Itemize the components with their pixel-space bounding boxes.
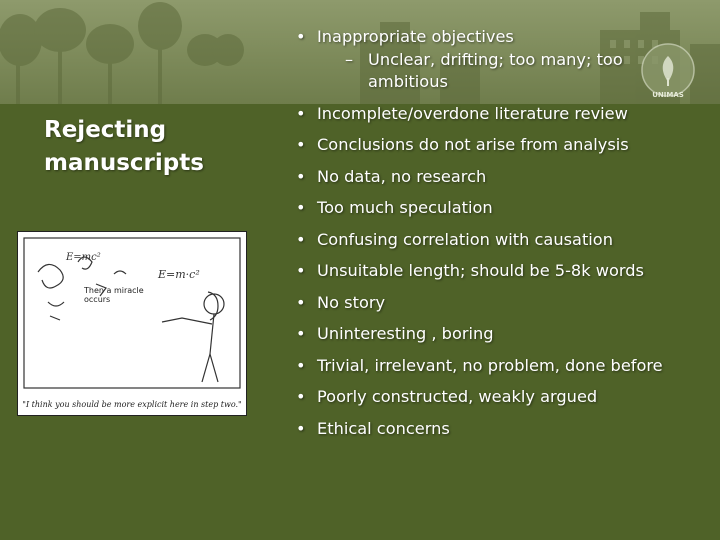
cartoon-drawing (18, 232, 246, 397)
slide-title: Rejecting manuscripts (44, 117, 204, 176)
bullet-item (296, 103, 706, 125)
bullet-marker: • (296, 135, 306, 154)
bullet-marker: • (296, 418, 306, 438)
bullet-text: No data, no research (317, 166, 487, 186)
bullet-text: No story (317, 292, 386, 312)
bullet-marker: • (296, 27, 306, 46)
miracle-annotation: Then a miracle occurs (84, 286, 144, 304)
bullet-text: Conclusions do not arise from analysis (317, 135, 629, 154)
bullet-text: Confusing correlation with causation (317, 229, 613, 249)
bullet-text: Too much speculation (317, 198, 493, 217)
bullet-marker: • (296, 261, 306, 280)
bullet-item (296, 323, 706, 345)
bullet-marker: • (296, 166, 306, 186)
bullet-text: Incomplete/overdone literature review (317, 103, 628, 123)
cartoon-caption: "I think you should be more explicit here in step two." (22, 400, 242, 409)
bullet-text: Trivial, irrelevant, no problem, done before (317, 355, 663, 375)
svg-text:UNIMAS: UNIMAS (652, 91, 684, 99)
bullet-item (296, 229, 706, 251)
bullet-item (296, 355, 706, 377)
bullet-item (296, 197, 706, 219)
sub-bullet-item (317, 49, 706, 93)
sub-bullet-text: Unclear, drifting; too many; too ambitious (368, 50, 623, 91)
bullet-text: Poorly constructed, weakly argued (317, 387, 598, 406)
bullet-item (296, 26, 706, 93)
bullet-marker: • (296, 324, 306, 343)
bullet-item (296, 166, 706, 188)
bullet-text: Ethical concerns (317, 418, 450, 438)
bullet-text: Unsuitable length; should be 5-8k words (317, 261, 644, 280)
bullet-item (296, 260, 706, 282)
bullet-item (296, 134, 706, 156)
bullet-marker: • (296, 229, 306, 249)
bullet-marker: • (296, 292, 306, 312)
bullet-marker: • (296, 355, 306, 375)
sub-bullet-marker: – (345, 50, 354, 69)
bullet-item (296, 386, 706, 408)
bullet-list (296, 26, 706, 449)
bullet-marker: • (296, 387, 306, 406)
bullet-marker: • (296, 198, 306, 217)
bullet-item (296, 418, 706, 440)
cartoon-illustration (17, 231, 247, 416)
bullet-marker: • (296, 103, 306, 123)
svg-text:E=m·c²: E=m·c² (158, 268, 200, 281)
bullet-text: Uninteresting , boring (317, 324, 494, 343)
bullet-item (296, 292, 706, 314)
bullet-text: Inappropriate objectives (317, 27, 514, 46)
svg-text:E=mc²: E=mc² (66, 252, 101, 263)
